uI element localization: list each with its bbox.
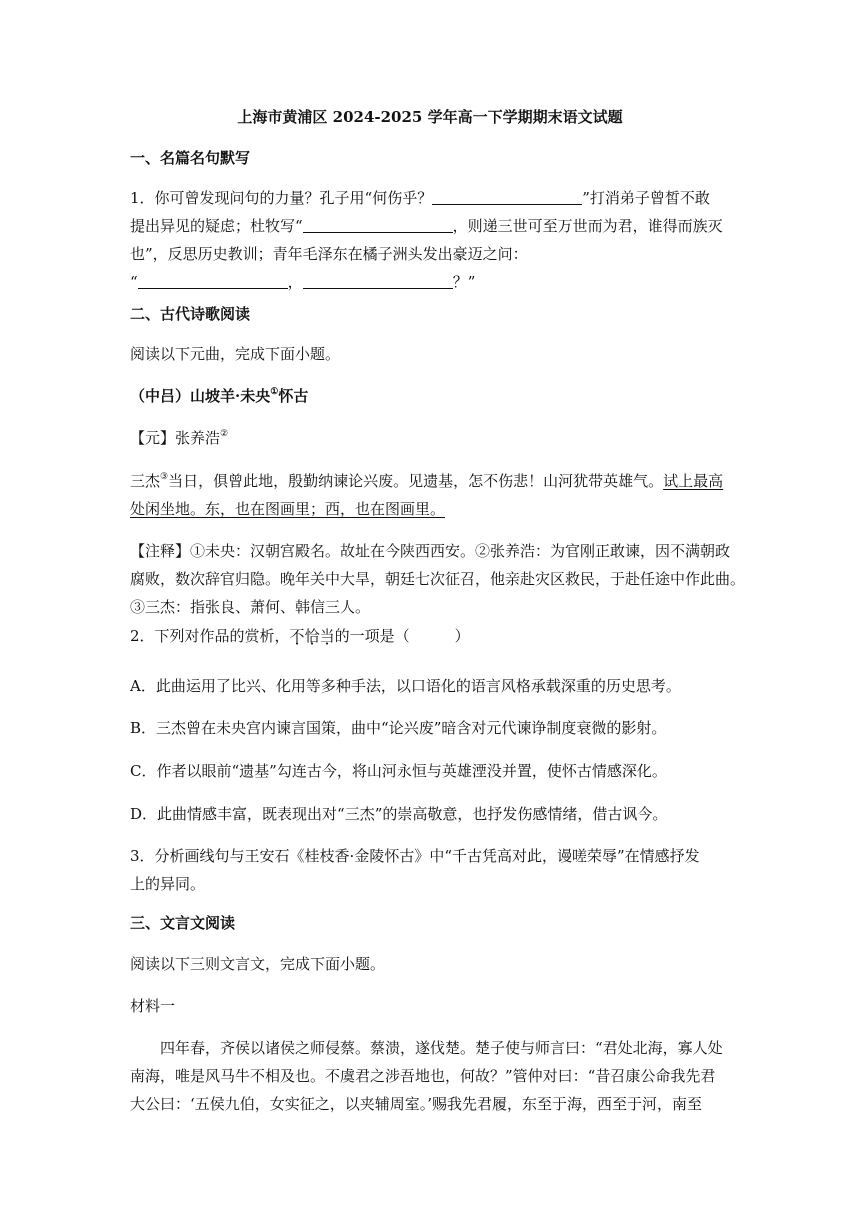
poem-text: 当日，俱曾此地，殷勤纳谏论兴废。见遗基，怎不伤悲！山河犹带英雄气。 — [168, 472, 664, 490]
material-1-text — [130, 1034, 730, 1118]
underlined-line: 试上最高 — [663, 472, 724, 490]
material-line-2: 南海，唯是风马牛不相及也。不虞君之涉吾地也，何故？”管仲对曰：“昔召康公命我先君 — [130, 1067, 716, 1085]
note-line-2: 腐败，数次辞官归隐。晚年关中大旱，朝廷七次征召，他亲赴灾区救民，于赴任途中作此曲。 — [130, 570, 746, 588]
question-1 — [130, 184, 730, 296]
section-heading-3: 三、文言文阅读 — [130, 914, 236, 932]
poem-notes — [130, 537, 746, 621]
q1-line-2 — [130, 212, 730, 240]
emphasis-char: 恰 — [304, 627, 320, 645]
q1-line-3: 也”，反思历史教训；青年毛泽东在橘子洲头发出豪迈之问： — [130, 245, 528, 263]
document-title: 上海市黄浦区 2024-2025 学年高一下学期期末语文试题 — [237, 108, 623, 126]
material-line-3: 大公曰：‘五侯九伯，女实征之，以夹辅周室。’赐我先君履，东至于海，西至于河，南至 — [130, 1095, 703, 1113]
emphasis-char: 不 — [289, 627, 305, 645]
footnote-marker: ② — [220, 429, 229, 439]
underlined-line: 处闲坐地。东，也在图画里；西，也在图画里。 — [130, 500, 446, 518]
question-3 — [130, 842, 730, 898]
poem-author — [130, 424, 730, 452]
q1-text-a: 1．你可曾发现问句的力量？孔子用“何伤乎？ — [130, 189, 433, 207]
author-name: 【元】张养浩 — [130, 429, 221, 447]
poem-line-2 — [130, 495, 730, 523]
footnote-marker: ③ — [160, 472, 169, 482]
poem-title — [130, 382, 730, 410]
q1-text-c: 提出异见的疑虑；杜牧写“ — [130, 217, 303, 235]
fill-blank-3[interactable] — [138, 272, 288, 289]
q1-text-d: ，则递三世可至万世而为君，谁得而族灭 — [452, 217, 723, 235]
emphasis-text — [290, 627, 335, 645]
q2-text-tail: 的一项是（ ） — [334, 627, 470, 645]
fill-blank-1[interactable] — [432, 188, 582, 205]
poem-line-1 — [130, 467, 730, 495]
q2-text: 2．下列对作品的赏析， — [130, 627, 290, 645]
option-a[interactable]: A．此曲运用了比兴、化用等多种手法，以口语化的语言风格承载深重的历史思考。 — [130, 677, 681, 695]
poem-title-main: （中吕）山坡羊·未央 — [130, 387, 271, 405]
q1-line-1 — [130, 184, 730, 212]
note-line-3: ③三杰：指张良、萧何、韩信三人。 — [130, 598, 371, 616]
footnote-marker: ① — [270, 387, 279, 397]
poem-title-tail: 怀古 — [278, 387, 309, 405]
emphasis-char: 当 — [319, 627, 335, 645]
q3-line-1: 3．分析画线句与王安石《桂枝香·金陵怀古》中“千古凭高对此，谩嗟荣辱”在情感抒发 — [130, 847, 700, 865]
section-2-intro: 阅读以下元曲，完成下面小题。 — [130, 345, 341, 363]
q1-text-g: ， — [287, 273, 303, 291]
material-line-1: 四年春，齐侯以诸侯之师侵蔡。蔡溃，遂伐楚。楚子使与师言曰：“君处北海，寡人处 — [130, 1039, 723, 1057]
poem-text: 三杰 — [130, 472, 161, 490]
fill-blank-4[interactable] — [303, 272, 453, 289]
option-b[interactable]: B．三杰曾在未央宫内谏言国策，曲中“论兴废”暗含对元代谏诤制度衰微的影射。 — [130, 719, 667, 737]
fill-blank-2[interactable] — [303, 216, 453, 233]
section-heading-2: 二、古代诗歌阅读 — [130, 305, 251, 323]
note-line-1: 【注释】①未央：汉朝宫殿名。故址在今陕西西安。②张养浩：为官刚正敢谏，因不满朝政 — [130, 542, 731, 560]
q1-line-4 — [130, 268, 730, 296]
q1-text-f: “ — [130, 273, 138, 291]
q1-text-b: ”打消弟子曾皙不敢 — [582, 189, 710, 207]
question-2 — [130, 622, 730, 650]
poem-body — [130, 467, 730, 523]
section-3-intro: 阅读以下三则文言文，完成下面小题。 — [130, 955, 386, 973]
material-1-label: 材料一 — [130, 997, 176, 1015]
q3-line-2: 上的异同。 — [130, 875, 206, 893]
option-c[interactable]: C．作者以眼前“遗基”勾连古今，将山河永恒与英雄湮没并置，使怀古情感深化。 — [130, 762, 667, 780]
option-d[interactable]: D．此曲情感丰富，既表现出对“三杰”的崇高敬意，也抒发伤感情绪，借古讽今。 — [130, 805, 668, 823]
q1-text-h: ？” — [452, 273, 476, 291]
section-heading-1: 一、名篇名句默写 — [130, 149, 251, 167]
